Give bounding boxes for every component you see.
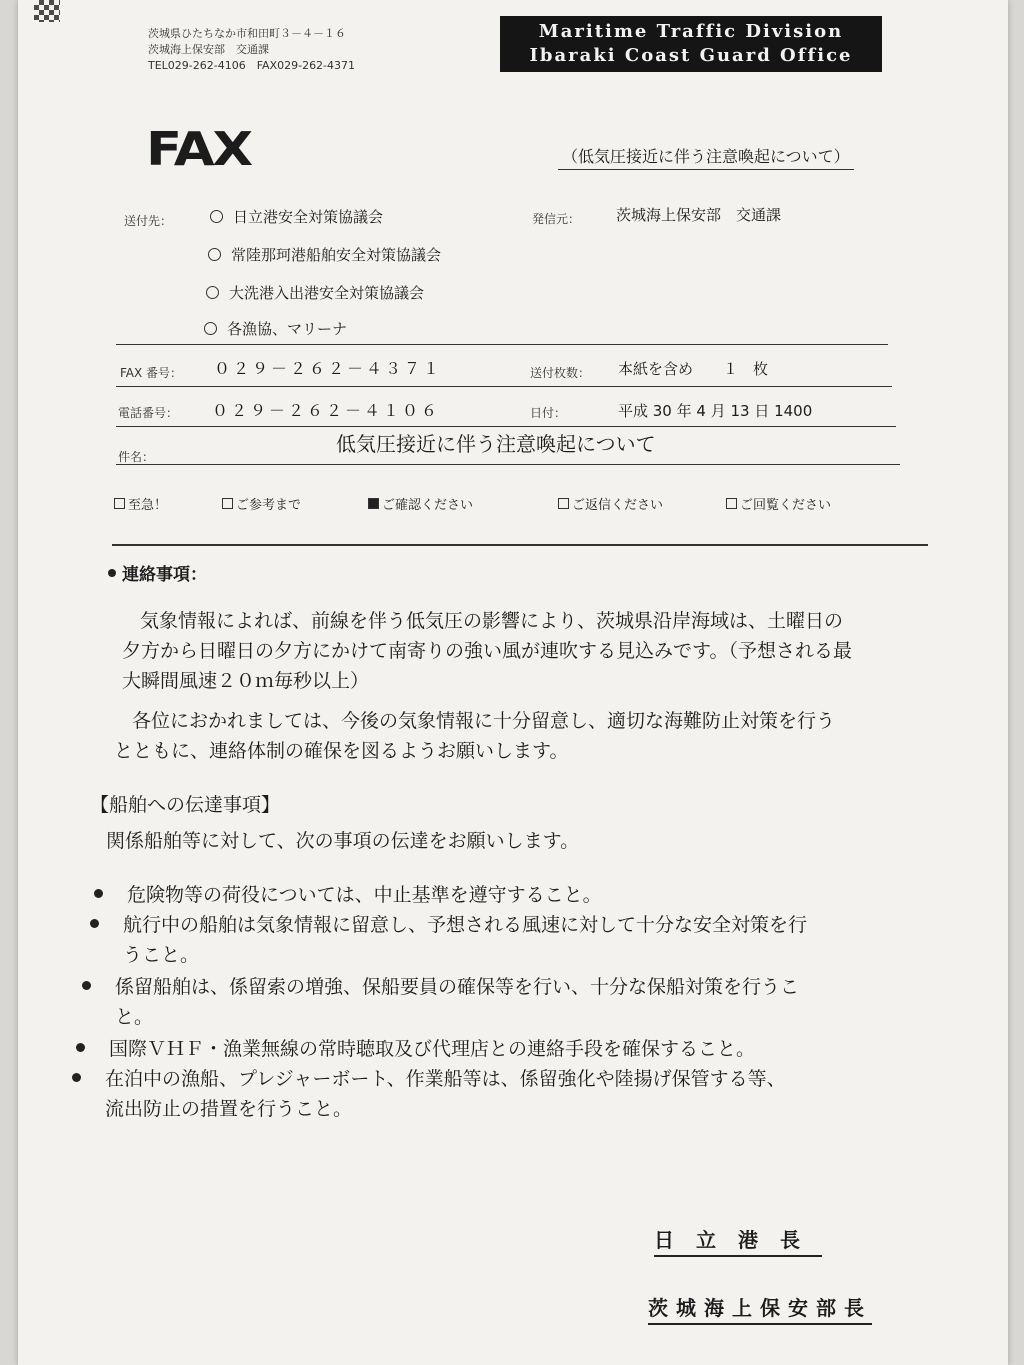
list-item: 国際ＶＨＦ・漁業無線の常時聴取及び代理店との連絡手段を確保すること。 — [76, 1034, 755, 1064]
ships-heading: 【船舶への伝達事項】 — [90, 794, 281, 816]
bullet-icon — [72, 1073, 81, 1082]
divider — [112, 544, 928, 546]
bullet-icon — [76, 1043, 85, 1052]
check-reference: ご参考まで — [222, 494, 301, 513]
list-item: 係留船舶は、係留索の増強、保船要員の確保等を行い、十分な保船対策を行うこ と。 — [82, 972, 799, 1032]
phone-value: ０２９－２６２－４１０６ — [212, 401, 441, 420]
subject-label: 件名： — [118, 450, 155, 464]
divider — [116, 386, 892, 387]
fax-logo: FAX — [146, 122, 251, 176]
phone-label: 電話番号： — [118, 406, 179, 420]
fax-number-label: FAX 番号： — [120, 366, 183, 380]
date-label: 日付： — [530, 406, 567, 420]
subject-parenthetical: （低気圧接近に伴う注意喚起について） — [558, 144, 854, 170]
recipient-item: 大洗港入出港安全対策協議会 — [206, 282, 424, 303]
subject-value: 低気圧接近に伴う注意喚起について — [336, 432, 656, 456]
checkbox-icon — [726, 498, 737, 509]
recipient-item: 各漁協、マリーナ — [204, 318, 347, 339]
signature-harbor-master: 日立港長 — [654, 1224, 822, 1257]
check-circulate: ご回覧ください — [726, 494, 831, 513]
recipient-item: 日立港安全対策協議会 — [210, 206, 383, 227]
sender-address — [148, 26, 355, 74]
notice-heading: 連絡事項： — [108, 560, 207, 585]
circle-icon — [206, 286, 219, 299]
circle-icon — [208, 248, 221, 261]
list-item: 航行中の船舶は気象情報に留意し、予想される風速に対して十分な安全対策を行 うこと。 — [90, 910, 807, 970]
list-item: 危険物等の荷役については、中止基準を遵守すること。 — [94, 880, 602, 910]
corner-registration-mark — [34, 0, 60, 22]
paragraph-1: 気象情報によれば、前線を伴う低気圧の影響により、茨城県沿岸海域は、土曜日の 夕方から日曜日の夕方にかけて南寄りの強い風が連吹する見込みです。（予想される最 大瞬間風速２０ｍ毎秒以上） — [122, 610, 852, 692]
divider — [116, 426, 896, 427]
list-item: 在泊中の漁船、プレジャーボート、作業船等は、係留強化や陸揚げ保管する等、 流出防止の措置を行うこと。 — [72, 1064, 786, 1124]
circle-icon — [210, 210, 223, 223]
from-value: 茨城海上保安部 交通課 — [616, 206, 782, 224]
check-urgent: 至急！ — [114, 494, 167, 513]
fax-number-value: ０２９－２６２－４３７１ — [214, 359, 443, 378]
checkbox-icon — [222, 498, 233, 509]
circle-icon — [204, 322, 217, 335]
ships-intro: 関係船舶等に対して、次の事項の伝達をお願いします。 — [106, 830, 580, 852]
paragraph-2: 各位におかれましては、今後の気象情報に十分留意し、適切な海難防止対策を行う とともに、連絡体制の確保を図るようお願いします。 — [114, 710, 836, 762]
to-label: 送付先： — [124, 214, 173, 228]
division-line-1: Maritime Traffic Division — [538, 21, 844, 42]
signature-coast-guard-chief: 茨城海上保安部長 — [648, 1292, 872, 1325]
checkbox-icon — [114, 498, 125, 509]
bullet-icon — [108, 569, 116, 577]
divider — [116, 464, 900, 465]
fax-document — [18, 0, 1008, 1365]
address-line-3: TEL029-262-4106 FAX029-262-4371 — [148, 59, 356, 72]
pages-value: 本紙を含め １ 枚 — [618, 360, 769, 378]
division-banner — [500, 16, 882, 72]
address-line-2: 茨城海上保安部 交通課 — [148, 43, 269, 56]
bullet-icon — [94, 889, 103, 898]
checkbox-checked-icon — [368, 498, 379, 509]
check-confirm: ご確認ください — [368, 494, 473, 513]
address-line-1: 茨城県ひたちなか市和田町３－４－１６ — [148, 27, 346, 40]
bullet-icon — [90, 919, 99, 928]
date-value: 平成 30 年 4 月 13 日 1400 — [618, 402, 813, 420]
bullet-icon — [82, 981, 91, 990]
recipient-item: 常陸那珂港船舶安全対策協議会 — [208, 244, 441, 265]
from-label: 発信元： — [532, 212, 581, 226]
pages-label: 送付枚数： — [530, 366, 591, 380]
checkbox-icon — [558, 498, 569, 509]
division-line-2: Ibaraki Coast Guard Office — [529, 45, 853, 66]
divider — [116, 344, 888, 345]
check-reply: ご返信ください — [558, 494, 663, 513]
